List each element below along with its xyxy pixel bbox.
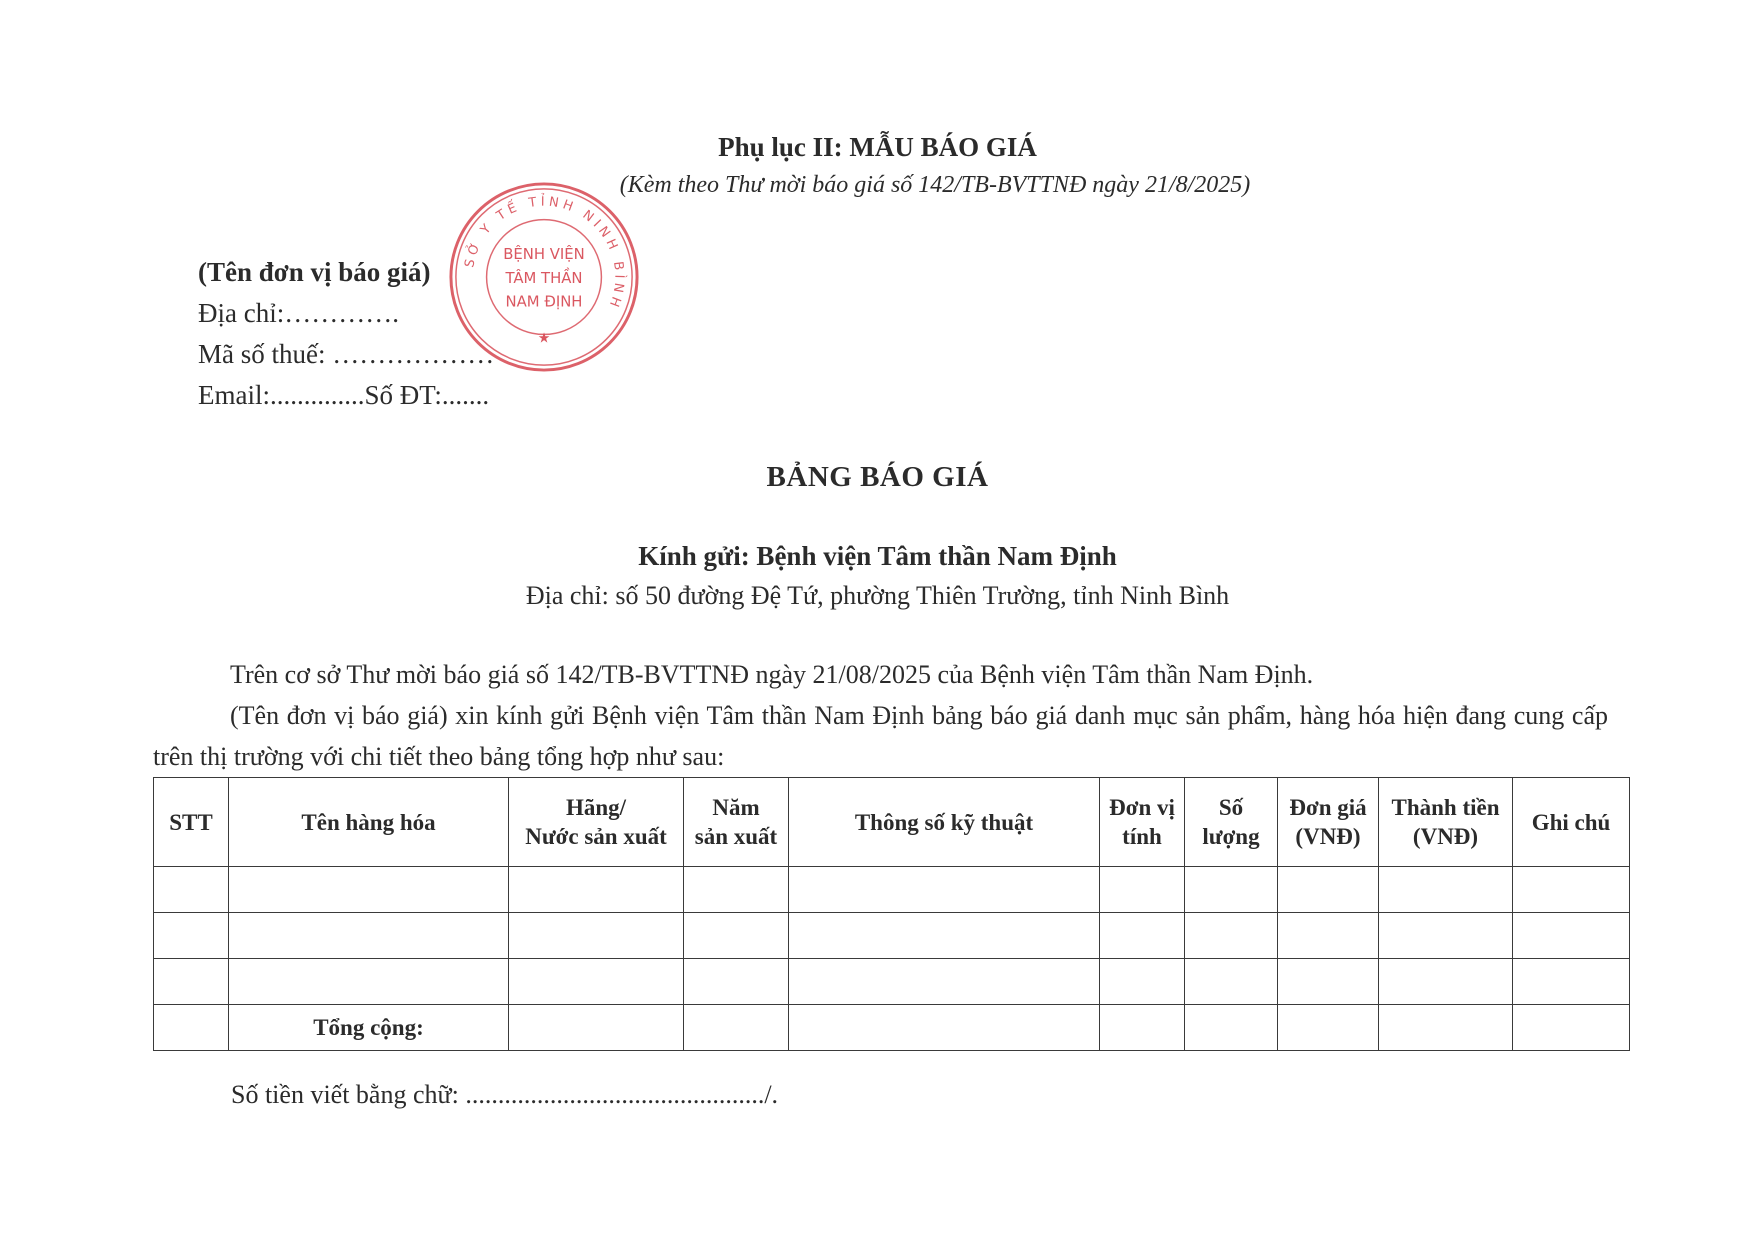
- sender-name: (Tên đơn vị báo giá): [198, 257, 431, 287]
- stamp-line-3: NAM ĐỊNH: [505, 292, 583, 311]
- col-header-manufacturer: Hãng/ Nước sản xuất: [509, 778, 684, 867]
- col-header-unit-price: Đơn giá (VNĐ): [1278, 778, 1379, 867]
- recipient-address: Địa chỉ: số 50 đường Đệ Tứ, phường Thiên Trường, tỉnh Ninh Bình: [525, 581, 1230, 610]
- amount-in-words: Số tiền viết bằng chữ: ............................................../.: [231, 1080, 779, 1109]
- intro-paragraph-1: Trên cơ sở Thư mời báo giá số 142/TB-BVTTNĐ ngày 21/08/2025 của Bệnh viện Tâm thần Nam Định.: [230, 660, 1314, 689]
- total-label: Tổng cộng:: [229, 1005, 509, 1051]
- appendix-title: Phụ lục II: MẪU BÁO GIÁ: [718, 132, 1037, 162]
- hospital-stamp-icon: [445, 178, 643, 376]
- col-header-unit: Đơn vị tính: [1100, 778, 1185, 867]
- col-header-amount: Thành tiền (VNĐ): [1379, 778, 1513, 867]
- intro-paragraph-2: (Tên đơn vị báo giá) xin kính gửi Bệnh viện Tâm thần Nam Định bảng báo giá danh mục sản phẩm, hàng hóa hiện đang cung cấp trên thị trường với chi tiết theo bảng tổng hợp như sau:: [153, 701, 1608, 771]
- quotation-table: [153, 777, 1630, 1051]
- table-header-row: [154, 778, 1630, 867]
- stamp-ring-text: SỞ Y TẾ TỈNH NINH BÌNH: [462, 194, 627, 313]
- table-row: [154, 959, 1630, 1005]
- appendix-subtitle: (Kèm theo Thư mời báo giá số 142/TB-BVTTNĐ ngày 21/8/2025): [619, 172, 1251, 198]
- col-header-stt: STT: [154, 778, 229, 867]
- stamp-star-icon: ★: [537, 330, 551, 346]
- sender-address: Địa chỉ:………….: [198, 298, 399, 328]
- col-header-item-name: Tên hàng hóa: [229, 778, 509, 867]
- col-header-year: Năm sản xuất: [684, 778, 789, 867]
- sender-contact: Email:..............Số ĐT:.......: [198, 380, 490, 410]
- document-title: BẢNG BÁO GIÁ: [766, 461, 989, 493]
- col-header-notes: Ghi chú: [1513, 778, 1630, 867]
- recipient: Kính gửi: Bệnh viện Tâm thần Nam Định: [638, 541, 1117, 571]
- col-header-specs: Thông số kỹ thuật: [789, 778, 1100, 867]
- table-total-row: [154, 1005, 1630, 1051]
- stamp-line-1: BỆNH VIỆN: [503, 245, 585, 264]
- col-header-quantity: Số lượng: [1185, 778, 1278, 867]
- sender-tax-code: Mã số thuế: ………………: [198, 339, 495, 369]
- stamp-line-2: TÂM THẦN: [505, 268, 583, 287]
- table-row: [154, 867, 1630, 913]
- table-row: [154, 913, 1630, 959]
